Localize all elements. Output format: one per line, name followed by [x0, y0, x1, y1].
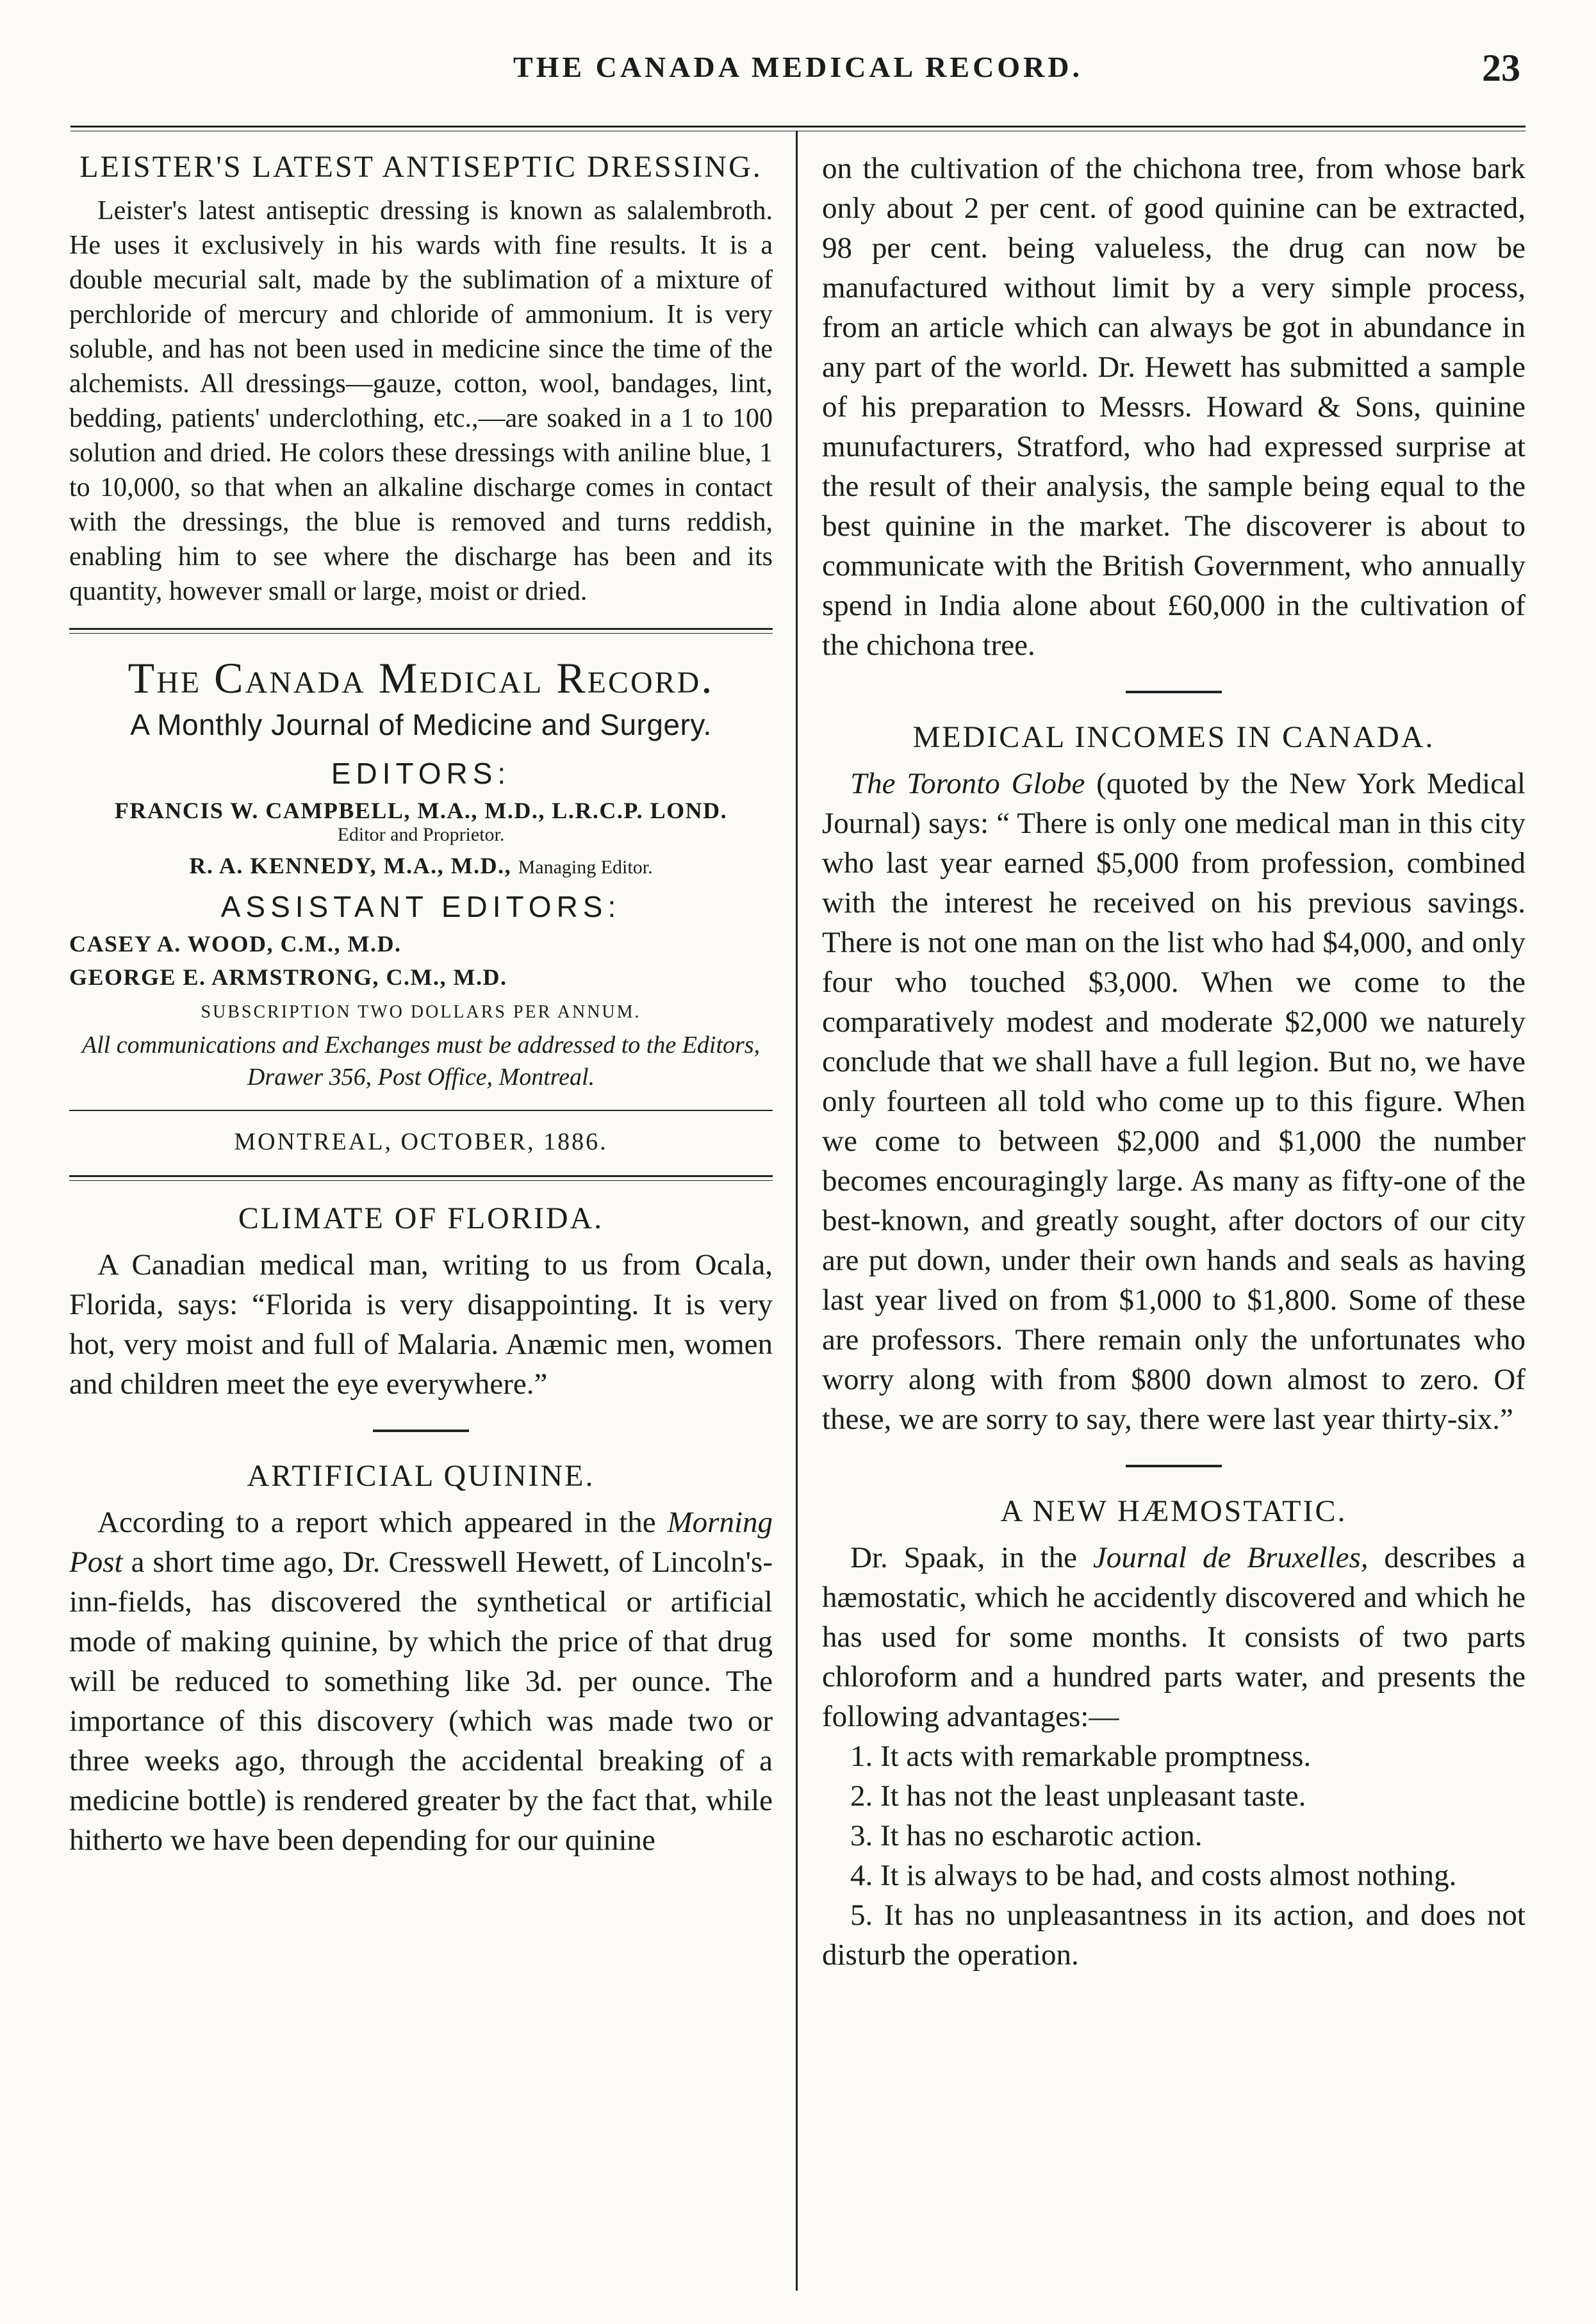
- article-heading: LEISTER'S LATEST ANTISEPTIC DRESSING.: [79, 150, 762, 184]
- editors-label: EDITORS:: [331, 757, 511, 790]
- body-text: (quoted by the New York Medical Journal) says: “ There is only one medical man in this city who last year earned $5,000 from profession, combined with the interest he received on his previous savings. There is not one man on the list who had $4,000, and only four who touched $3,000. When we come to the comparatively modest and moderate $2,000 we naturely conclude that we shall have a full legion. But no, we have only fourteen all told who come up to this figure. When we come to between $2,000 and $1,000 the number becomes encouragingly large. As many as fifty-one of the best-known, and greatly sought, after doctors of our city are put down, under their own hands and seals as having last year lived on from $1,000 to $1,800. Some of these are professors. There remain only the unfortunates who worry along with from $800 down almost to zero. Of these, we are sorry to say, there were last year thirty-six.”: [822, 767, 1526, 1436]
- newspaper-title: Morning Post: [69, 1506, 773, 1579]
- list-item: 1. It acts with remarkable promptness.: [850, 1740, 1312, 1773]
- article-body: Leister's latest antiseptic dressing is known as salalembroth. He uses it exclusively in his wards with fine results. It is a double mecurial salt, made by the sublimation of a mixture of perchloride of mercury and chloride of ammonium. It is very soluble, and has not been used in medicine since the time of the alchemists. All dressings—gauze, cotton, wool, bandages, lint, bedding, patients' underclothing, etc.,—are soaked in a 1 to 100 solution and dried. He colors these dressings with aniline blue, 1 to 10,000, so that when an alkaline discharge comes in contact with the dressings, the blue is removed and turns reddish, enabling him to see where the discharge has been and its quantity, however small or large, moist or dried.: [69, 196, 773, 606]
- article-heading: MEDICAL INCOMES IN CANADA.: [912, 720, 1435, 754]
- list-item: 2. It has not the least unpleasant taste.: [850, 1779, 1306, 1813]
- right-column: [822, 149, 1526, 2289]
- editor-role: Editor and Proprietor.: [337, 824, 505, 845]
- short-rule: [1126, 691, 1222, 693]
- body-text: a short time ago, Dr. Cresswell Hewett, of Lincoln's-inn-fields, has discovered the synthetical or artificial mode of making quinine, by which the price of that drug will be reduced to something like 3d. per ounce. The importance of this discovery (which was made two or three weeks ago, through the accidental breaking of a medicine bottle) is rendered greater by the fact that, while hitherto we have been depending for our quinine: [69, 1545, 773, 1857]
- communications-notice: All communications and Exchanges must be addressed to the Editors, Drawer 356, Post Office, Montreal.: [81, 1032, 761, 1091]
- assistant-editor: GEORGE E. ARMSTRONG, C.M., M.D.: [69, 964, 507, 990]
- issue-dateline: MONTREAL, OCTOBER, 1886.: [234, 1128, 608, 1155]
- article-heading: ARTIFICIAL QUININE.: [247, 1459, 595, 1493]
- article-continuation: on the cultivation of the chichona tree, from whose bark only about 2 per cent. of good quinine can be extracted, 98 per cent. being valueless, the drug can now be manufactured without limit by a very simple process, from an article which can always be got in abundance in any part of the world. Dr. Hewett has submitted a sample of his preparation to Messrs. Howard & Sons, quinine munufacturers, Stratford, who had expressed surprise at the result of their analysis, the sample being equal to the best quinine in the market. The discoverer is about to communicate with the British Government, who annually spend in India alone about £60,000 in the cultivation of the chichona tree.: [822, 152, 1526, 662]
- journal-title: Journal de Bruxelles,: [1092, 1541, 1369, 1574]
- article-heading: A NEW HÆMOSTATIC.: [1000, 1494, 1347, 1528]
- article-artificial-quinine: [69, 1458, 773, 1860]
- column-divider: [796, 131, 798, 2291]
- editor-name: FRANCIS W. CAMPBELL, M.A., M.D., L.R.C.P. LOND.: [114, 798, 728, 823]
- running-header: [0, 47, 1596, 95]
- managing-editor: [69, 852, 773, 879]
- left-column: [69, 149, 773, 2289]
- masthead-subtitle: A Monthly Journal of Medicine and Surgery.: [130, 708, 712, 741]
- article-body: [69, 1503, 773, 1860]
- running-title: THE CANADA MEDICAL RECORD.: [513, 51, 1083, 83]
- article-new-haemostatic: [822, 1493, 1526, 1975]
- list-item: 3. It has no escharotic action.: [850, 1819, 1203, 1852]
- article-body: [822, 764, 1526, 1439]
- list-item: 5. It has no unpleasantness in its action, and does not disturb the operation.: [822, 1899, 1526, 1972]
- article-body: [822, 1538, 1526, 1736]
- header-rule: [70, 126, 1526, 131]
- assistant-editor: CASEY A. WOOD, C.M., M.D.: [69, 931, 402, 957]
- short-rule: [373, 1430, 469, 1432]
- page-number: 23: [1482, 47, 1520, 89]
- article-heading: CLIMATE OF FLORIDA.: [238, 1201, 604, 1235]
- article-medical-incomes: [822, 719, 1526, 1439]
- article-body: A Canadian medical man, writing to us from Ocala, Florida, says: “Florida is very disappointing. It is very hot, very moist and full of Malaria. Anæmic men, women and children meet the eye everywhere.”: [69, 1248, 773, 1401]
- editor-name: R. A. KENNEDY, M.A., M.D.,: [189, 853, 512, 878]
- body-text: Dr. Spaak, in the: [850, 1541, 1078, 1574]
- section-rule: [69, 628, 773, 634]
- article-climate-florida: [69, 1200, 773, 1404]
- list-item: 4. It is always to be had, and costs almost nothing.: [850, 1859, 1457, 1892]
- body-text: describes a hæmostatic, which he accidently discovered and which he has used for some months. It consists of two parts chloroform and a hundred parts water, and presents the following advantages:—: [822, 1541, 1526, 1733]
- section-rule: [69, 1110, 773, 1111]
- assistant-editors-label: ASSISTANT EDITORS:: [220, 890, 621, 923]
- masthead: [69, 653, 773, 1093]
- article-antiseptic-dressing: [69, 149, 773, 609]
- masthead-title: The Canada Medical Record.: [128, 654, 714, 702]
- section-rule: [69, 1175, 773, 1181]
- subscription-line: SUBSCRIPTION TWO DOLLARS PER ANNUM.: [201, 1002, 641, 1022]
- editor-role: Managing Editor.: [518, 857, 653, 878]
- newspaper-title: The Toronto Globe: [850, 767, 1085, 800]
- body-text: According to a report which appeared in the: [97, 1506, 656, 1539]
- short-rule: [1126, 1465, 1222, 1467]
